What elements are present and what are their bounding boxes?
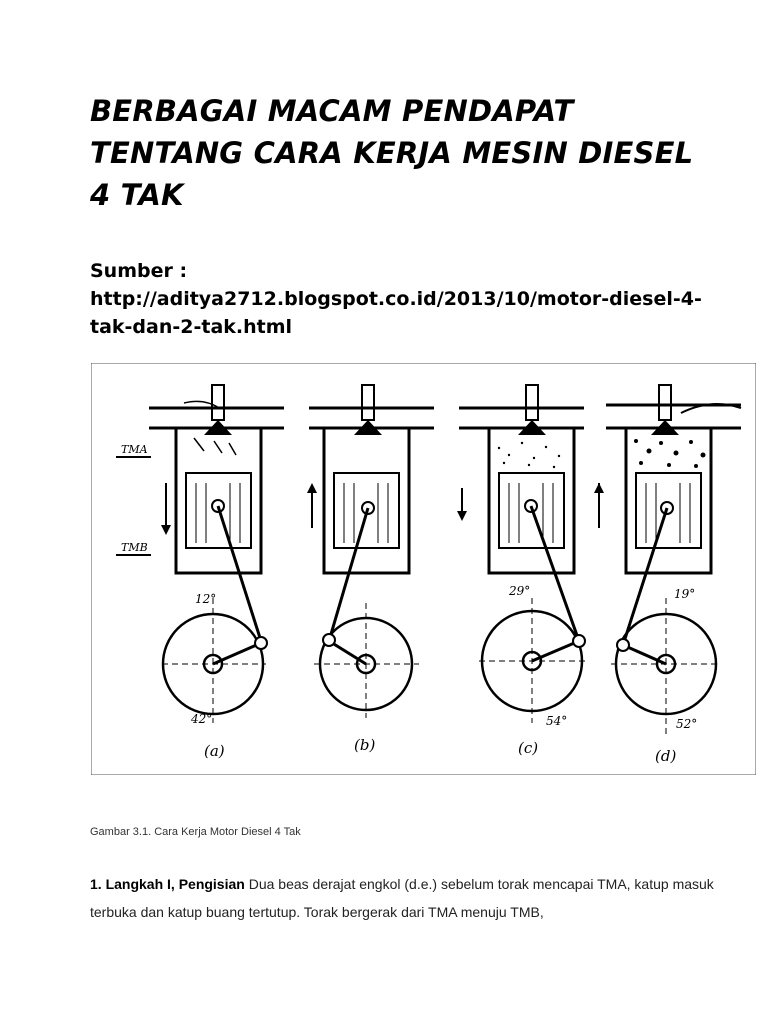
panel-a-label: (a) bbox=[204, 742, 225, 760]
source-block bbox=[90, 257, 710, 341]
panel-d-angle-bottom: 52° bbox=[676, 717, 698, 731]
source-url: http://aditya2712.blogspot.co.id/2013/10/motor-diesel-4-tak-dan-2-tak.html bbox=[90, 288, 702, 338]
step-paragraph bbox=[90, 870, 730, 926]
source-label: Sumber : bbox=[90, 260, 188, 282]
label-tmb: TMB bbox=[121, 541, 148, 554]
step-text: Dua beas derajat engkol (d.e.) sebelum torak mencapai TMA, katup masuk terbuka dan katup buang tertutup. Torak bergerak dari TMA menuju TMB, bbox=[90, 876, 714, 920]
diagram-svg bbox=[91, 363, 756, 775]
figure-caption: Gambar 3.1. Cara Kerja Motor Diesel 4 Tak bbox=[90, 826, 301, 838]
document-title: BERBAGAI MACAM PENDAPAT TENTANG CARA KERJA MESIN DIESEL 4 TAK bbox=[90, 94, 694, 212]
diesel-engine-diagram bbox=[91, 363, 756, 775]
panel-c-angle-bottom: 54° bbox=[546, 714, 568, 728]
panel-d-angle-top: 19° bbox=[674, 587, 696, 601]
panel-c-angle-top: 29° bbox=[509, 584, 531, 598]
panel-c-label: (c) bbox=[518, 739, 539, 757]
panel-a-angle-top: 12° bbox=[195, 592, 217, 606]
panel-a-angle-bottom: 42° bbox=[191, 712, 213, 726]
step-heading: 1. Langkah I, Pengisian bbox=[90, 876, 245, 892]
label-tma: TMA bbox=[121, 443, 148, 456]
panel-d-label: (d) bbox=[655, 747, 677, 765]
panel-b-label: (b) bbox=[354, 736, 376, 754]
